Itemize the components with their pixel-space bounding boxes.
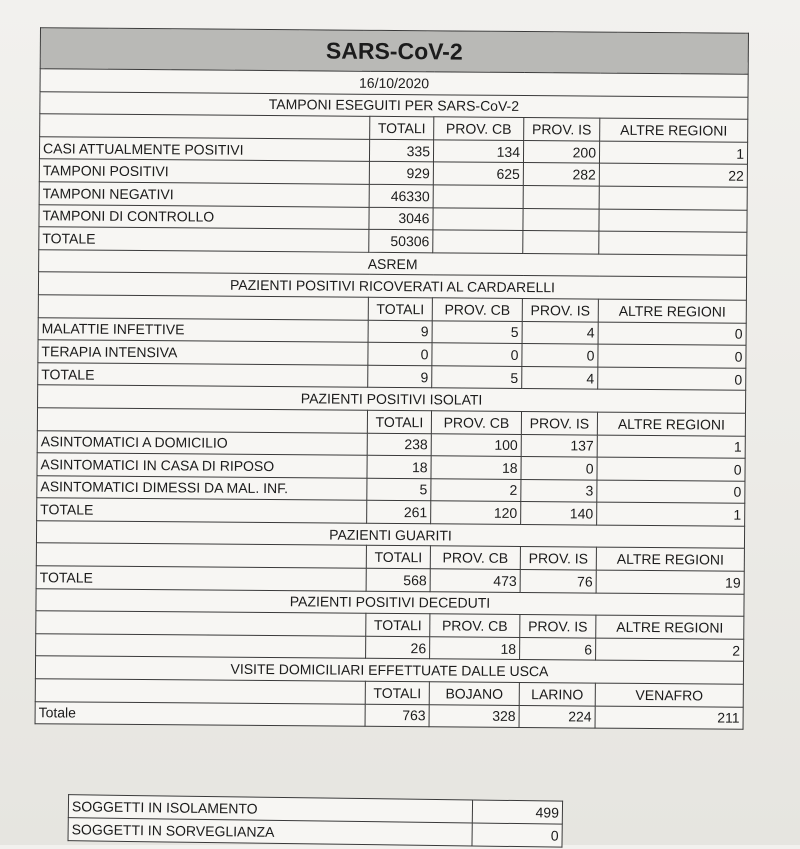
row-label: ASINTOMATICI DIMESSI DA MAL. INF. <box>37 475 367 500</box>
cell-is: 224 <box>519 705 595 728</box>
column-header: PROV. CB <box>432 298 522 321</box>
column-header: PROV. IS <box>520 547 596 570</box>
cell-totali: 261 <box>367 501 431 524</box>
cell-altre: 1 <box>597 435 745 459</box>
row-label: TOTALE <box>36 566 366 591</box>
cell-cb: 18 <box>431 456 521 479</box>
row-label: TAMPONI DI CONTROLLO <box>39 204 369 229</box>
row-label: TAMPONI NEGATIVI <box>39 182 369 207</box>
soggetti-label: SOGGETTI IN SORVEGLIANZA <box>68 818 472 846</box>
row-label: TOTALE <box>38 362 368 387</box>
row-label: Totale <box>35 701 365 726</box>
column-header: PROV. IS <box>520 615 596 638</box>
cell-totali: 568 <box>366 568 430 591</box>
table-row <box>35 701 743 729</box>
row-label: ASINTOMATICI A DOMICILIO <box>37 430 367 455</box>
cell-is: 76 <box>520 570 596 593</box>
section-heading: PAZIENTI GUARITI <box>36 521 744 549</box>
section-heading: PAZIENTI POSITIVI DECEDUTI <box>36 588 744 616</box>
cell-is: 0 <box>522 344 598 367</box>
column-header: ALTRE REGIONI <box>597 412 745 436</box>
column-header: TOTALI <box>366 614 430 637</box>
header-blank-cell <box>38 295 368 320</box>
column-header: TOTALI <box>370 117 434 140</box>
cell-totali: 18 <box>367 455 431 478</box>
cell-cb: 473 <box>430 569 520 592</box>
cell-cb: 100 <box>431 433 521 456</box>
cell-cb: 0 <box>432 343 522 366</box>
cell-altre: 0 <box>598 367 746 391</box>
header-blank-cell <box>40 114 370 139</box>
soggetti-value: 499 <box>472 800 562 824</box>
column-header: TOTALI <box>366 546 430 569</box>
cell-altre: 211 <box>595 706 743 730</box>
cell-is: 282 <box>523 163 599 186</box>
column-header: ALTRE REGIONI <box>600 118 748 142</box>
column-header: TOTALI <box>368 297 432 320</box>
cell-is <box>523 185 599 208</box>
section-heading: VISITE DOMICILIARI EFFETTUATE DALLE USCA <box>35 656 743 684</box>
column-header: PROV. IS <box>521 411 597 434</box>
cell-totali: 5 <box>367 478 431 501</box>
cell-altre: 0 <box>597 480 745 504</box>
row-label: TERAPIA INTENSIVA <box>38 340 368 365</box>
cell-cb <box>433 207 523 230</box>
column-header: BOJANO <box>429 682 519 705</box>
section-heading: PAZIENTI POSITIVI RICOVERATI AL CARDARELLI <box>38 272 746 300</box>
row-label: TAMPONI POSITIVI <box>39 159 369 184</box>
soggetti-label: SOGGETTI IN ISOLAMENTO <box>68 795 472 823</box>
report-title: SARS-CoV-2 <box>40 28 748 75</box>
cell-is: 4 <box>522 321 598 344</box>
cell-altre: 1 <box>599 141 747 165</box>
row-label: TOTALE <box>39 227 369 252</box>
cell-is: 200 <box>523 140 599 163</box>
column-header: PROV. CB <box>430 614 520 637</box>
cell-is: 6 <box>520 637 596 660</box>
cell-is <box>523 208 599 231</box>
cell-altre: 19 <box>596 570 744 594</box>
column-header: PROV. CB <box>430 546 520 569</box>
cell-cb: 328 <box>429 704 519 727</box>
cell-cb: 134 <box>433 140 523 163</box>
column-header: VENAFRO <box>595 683 743 707</box>
cell-is: 4 <box>522 366 598 389</box>
cell-altre: 1 <box>597 502 745 526</box>
cell-cb: 18 <box>430 637 520 660</box>
column-header: PROV. CB <box>434 117 524 140</box>
cell-altre: 0 <box>598 322 746 346</box>
cell-totali: 3046 <box>369 207 433 230</box>
cell-cb: 120 <box>431 501 521 524</box>
soggetti-table <box>67 794 563 847</box>
cell-is: 0 <box>521 457 597 480</box>
report-date: 16/10/2020 <box>40 69 748 97</box>
row-label: TOTALE <box>37 498 367 523</box>
cell-totali: 335 <box>369 139 433 162</box>
column-header: TOTALI <box>367 410 431 433</box>
header-blank-cell <box>36 611 366 636</box>
covid-report-table <box>35 27 749 730</box>
cell-totali: 0 <box>368 342 432 365</box>
cell-altre <box>599 186 747 210</box>
cell-altre: 22 <box>599 163 747 187</box>
cell-totali: 9 <box>368 320 432 343</box>
cell-totali: 46330 <box>369 184 433 207</box>
column-header: PROV. IS <box>522 298 598 321</box>
column-header: ALTRE REGIONI <box>598 299 746 323</box>
row-label: MALATTIE INFETTIVE <box>38 317 368 342</box>
asrem-label: ASREM <box>39 249 747 277</box>
header-blank-cell <box>36 543 366 568</box>
row-label: ASINTOMATICI IN CASA DI RIPOSO <box>37 453 367 478</box>
cell-altre <box>599 209 747 233</box>
column-header: LARINO <box>519 683 595 706</box>
report-sheet <box>35 27 748 844</box>
cell-totali: 238 <box>367 433 431 456</box>
cell-altre <box>599 231 747 255</box>
cell-is: 3 <box>521 479 597 502</box>
cell-cb: 5 <box>432 320 522 343</box>
cell-is: 140 <box>521 502 597 525</box>
cell-totali: 9 <box>368 365 432 388</box>
title-row <box>40 28 748 75</box>
soggetti-value: 0 <box>472 823 562 847</box>
cell-altre: 0 <box>598 344 746 368</box>
cell-is: 137 <box>521 434 597 457</box>
section-heading: PAZIENTI POSITIVI ISOLATI <box>38 385 746 413</box>
cell-totali: 26 <box>366 636 430 659</box>
cell-cb <box>433 185 523 208</box>
column-header: PROV. IS <box>524 118 600 141</box>
cell-totali: 763 <box>365 704 429 727</box>
cell-cb: 2 <box>431 478 521 501</box>
cell-cb <box>433 230 523 253</box>
column-header: TOTALI <box>365 681 429 704</box>
column-header: PROV. CB <box>431 411 521 434</box>
cell-totali: 929 <box>369 162 433 185</box>
column-header: ALTRE REGIONI <box>596 548 744 572</box>
section-heading: TAMPONI ESEGUITI PER SARS-CoV-2 <box>40 91 748 119</box>
cell-altre: 0 <box>597 457 745 481</box>
cell-altre: 2 <box>596 638 744 662</box>
cell-totali: 50306 <box>369 229 433 252</box>
column-header: ALTRE REGIONI <box>596 615 744 639</box>
cell-cb: 625 <box>433 162 523 185</box>
row-label <box>36 634 366 659</box>
row-label: CASI ATTUALMENTE POSITIVI <box>39 137 369 162</box>
cell-is <box>523 231 599 254</box>
header-blank-cell <box>37 408 367 433</box>
cell-cb: 5 <box>432 366 522 389</box>
header-blank-cell <box>35 679 365 704</box>
